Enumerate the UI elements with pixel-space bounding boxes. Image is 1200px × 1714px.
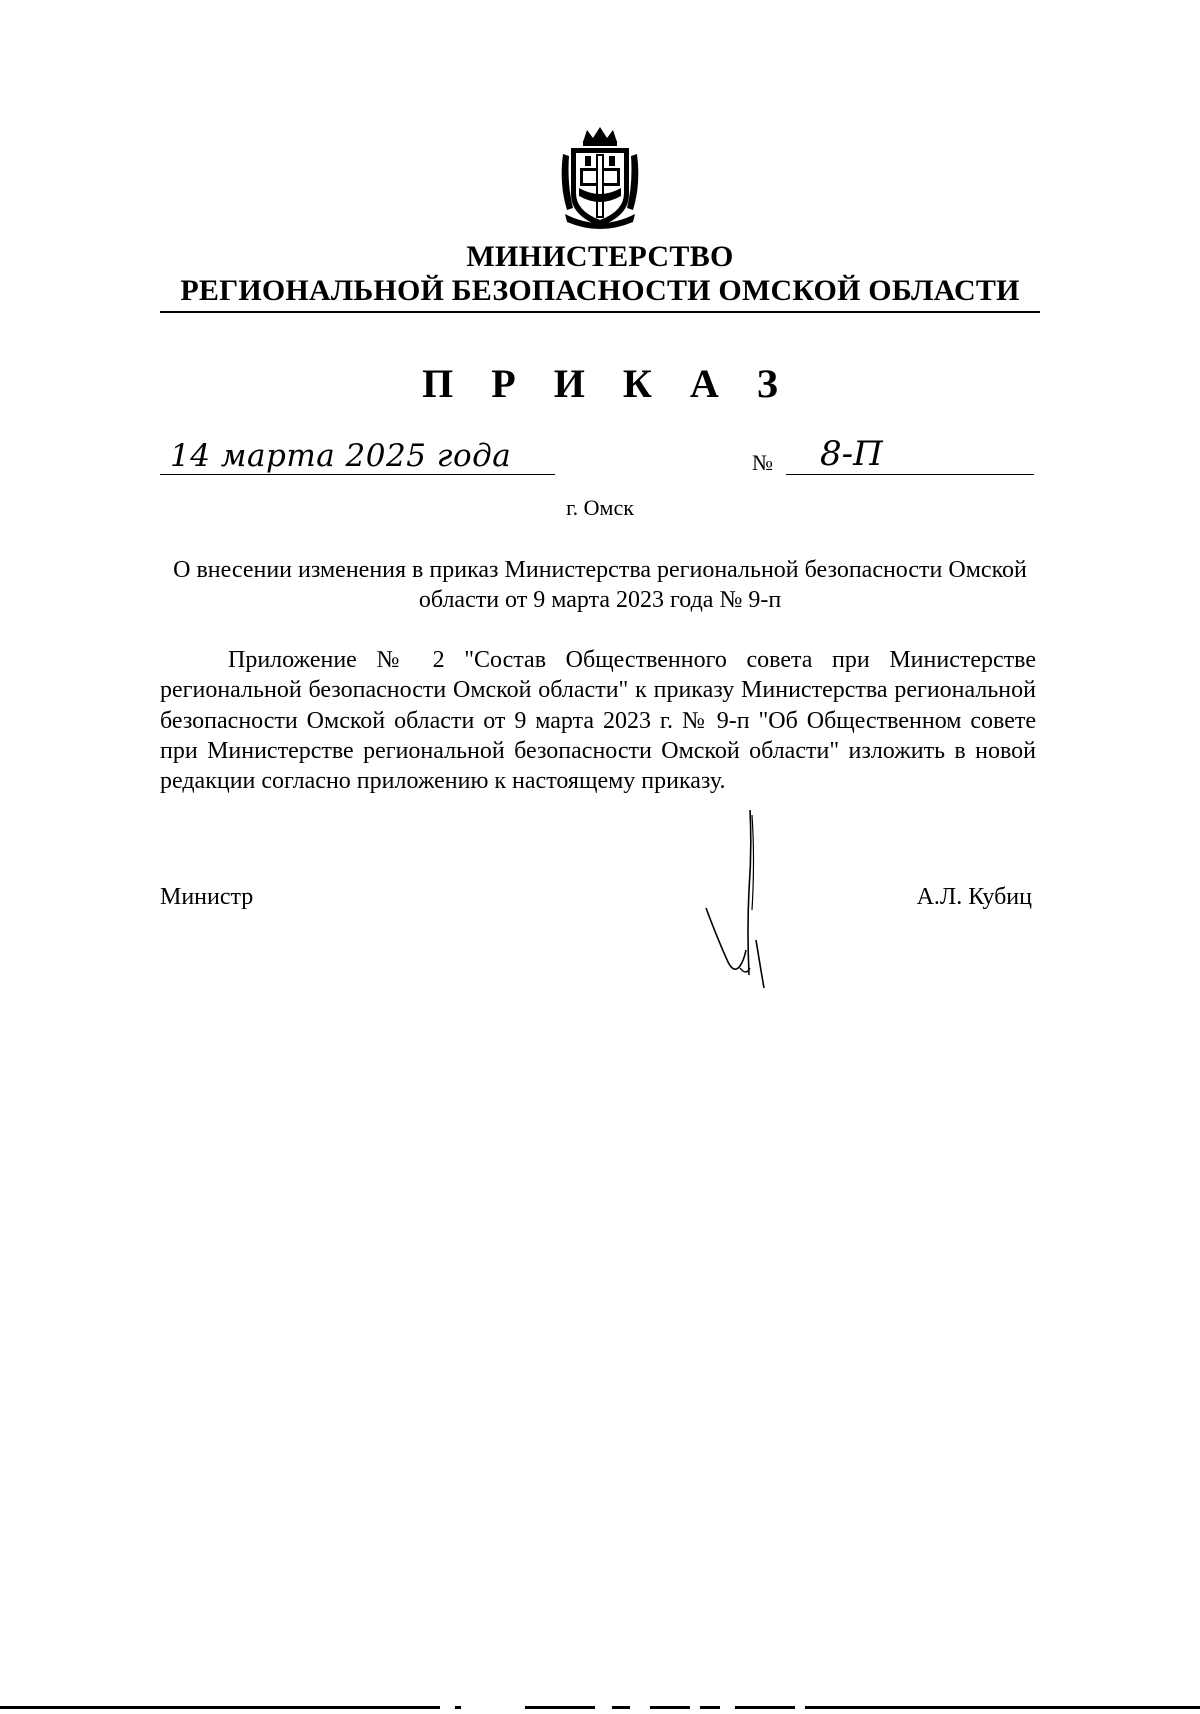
handwritten-date: 14 марта 2025 года [170, 438, 512, 474]
bottom-edge-line [525, 1706, 595, 1709]
document-body: Приложение № 2 "Состав Общественного совета при Министерстве региональной безопасности Омской области" к приказу Министерства региональной безопасности Омской области от 9 марта 2023 г. № 9-п "Об Общественном совете при Министерстве региональной безопасности Омской области" изложить в новой редакции согласно приложению к настоящему приказу. [160, 647, 1036, 795]
date-underline [160, 474, 555, 475]
bottom-edge-line [650, 1706, 690, 1709]
bottom-edge-line [700, 1706, 720, 1709]
omsk-region-coat-of-arms-icon [557, 124, 643, 232]
ministry-name-line2: РЕГИОНАЛЬНОЙ БЕЗОПАСНОСТИ ОМСКОЙ ОБЛАСТИ [180, 274, 1020, 307]
bottom-edge-line [612, 1706, 630, 1709]
handwritten-number: 8-П [820, 434, 883, 474]
ministry-name-line1: МИНИСТЕРСТВО [466, 240, 734, 273]
date-field [160, 438, 555, 478]
header-divider [160, 311, 1040, 313]
signer-name: А.Л. Кубиц [916, 884, 1032, 910]
city: г. Омск [566, 495, 634, 520]
signer-position: Министр [160, 884, 254, 910]
document-subject: О внесении изменения в приказ Министерства региональной безопасности Омской области от 9 марта 2023 года № 9-п [173, 557, 1027, 613]
number-field [786, 436, 1034, 478]
document-type-title: П Р И К А З [422, 361, 792, 406]
bottom-edge-line [0, 1706, 440, 1709]
bottom-edge-line [805, 1706, 1200, 1709]
handwritten-signature-icon [700, 790, 780, 995]
number-label: № [752, 450, 773, 475]
bottom-edge-line [735, 1706, 795, 1709]
number-underline [786, 474, 1034, 475]
bottom-edge-line [455, 1706, 461, 1709]
